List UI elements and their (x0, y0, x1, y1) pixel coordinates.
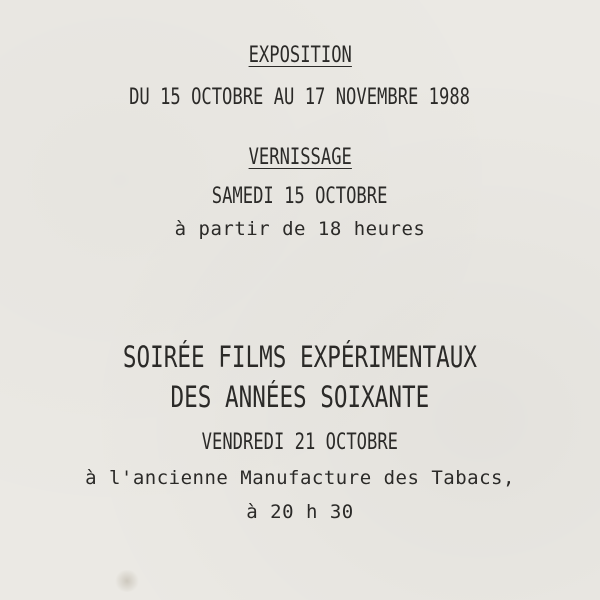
soiree-venue (0, 467, 600, 489)
paper-stain (114, 570, 140, 592)
soiree-date (0, 430, 600, 455)
soiree-time (0, 501, 600, 523)
exposition-heading-text: EXPOSITION (248, 43, 352, 68)
vernissage-heading (0, 145, 600, 170)
soiree-time-text: à 20 h 30 (246, 501, 354, 523)
soiree-title-line1 (0, 340, 600, 374)
vernissage-heading-text: VERNISSAGE (248, 145, 352, 170)
exposition-dates-text: DU 15 OCTOBRE AU 17 NOVEMBRE 1988 (129, 85, 471, 110)
vernissage-date (0, 184, 600, 209)
vernissage-date-text: SAMEDI 15 OCTOBRE (212, 184, 388, 209)
soiree-title-line2 (0, 380, 600, 414)
soiree-date-text: VENDREDI 21 OCTOBRE (201, 430, 399, 455)
exposition-heading (0, 43, 600, 68)
vernissage-time-text: à partir de 18 heures (174, 218, 426, 240)
vernissage-time (0, 218, 600, 240)
soiree-title-line2-text: DES ANNÉES SOIXANTE (170, 380, 430, 414)
soiree-title-line1-text: SOIRÉE FILMS EXPÉRIMENTAUX (122, 340, 478, 374)
soiree-venue-text: à l'ancienne Manufacture des Tabacs, (85, 467, 515, 489)
exposition-dates (0, 85, 600, 110)
